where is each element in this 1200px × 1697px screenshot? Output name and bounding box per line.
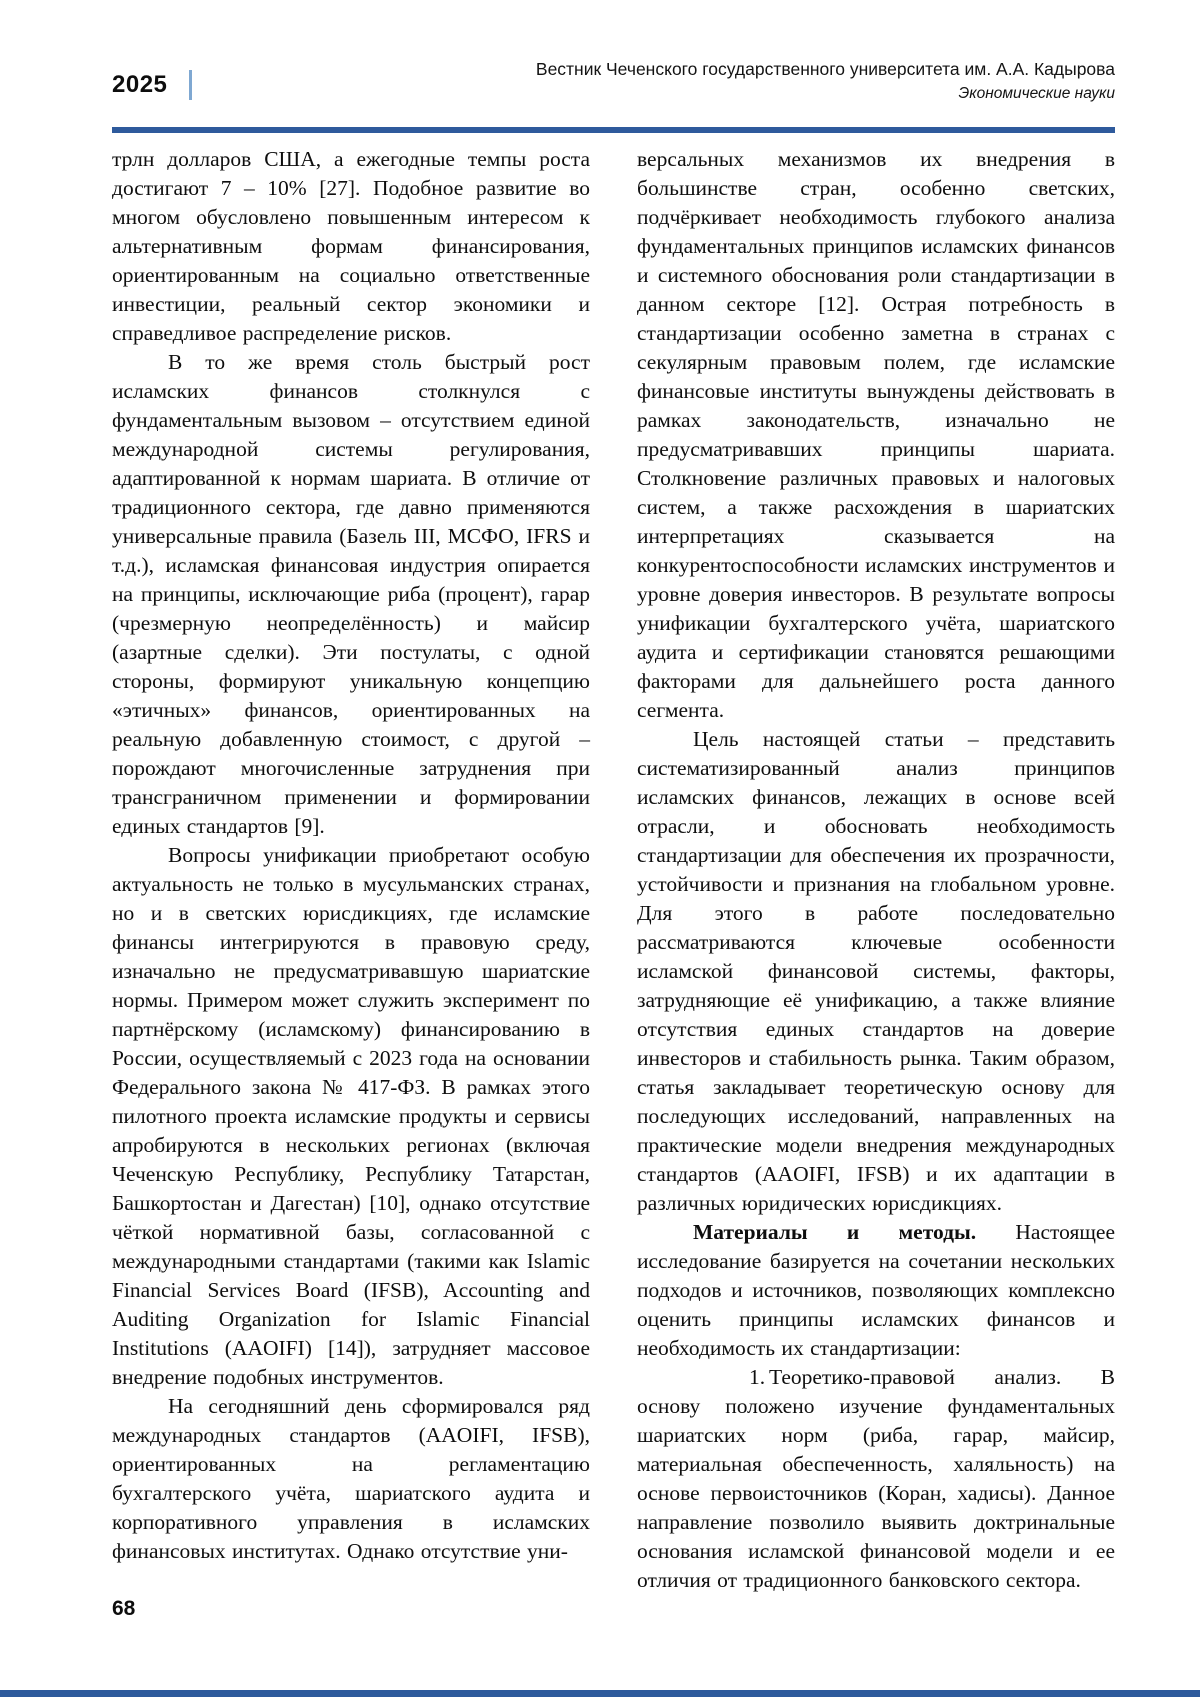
- paragraph: В то же время столь быстрый рост исламских финансов столкнулся с фундаментальным вызовом – отсутствием единой международной системы регулирования, адаптированной к нормам шариата. В отличие от традиционного сектора, где давно применяются универсальные правила (Базель III, МСФО, IFRS и т.д.), исламская финансовая индустрия опирается на принципы, исключающие риба (процент), гарар (чрезмерную неопределённость) и майсир (азартные сделки). Эти постулаты, с одной стороны, формируют уникальную концепцию «этичных» финансов, ориентированных на реальную добавленную стоимост, с другой – порождают многочисленные затруднения при трансграничном применении и формировании единых стандартов [9].: [112, 350, 590, 838]
- paragraph: версальных механизмов их внедрения в большинстве стран, особенно светских, подчёркивает необходимость глубокого анализа фундаментальных принципов исламских финансов и системного обоснования роли стандартизации в данном секторе [12]. Острая потребность в стандартизации особенно заметна в странах с секулярным правовым полем, где исламские финансовые институты вынуждены действовать в рамках законодательств, изначально не предусматривавших принципы шариата. Столкновение различных правовых и налоговых систем, а также расхождения в шариатских интерпретациях сказывается на конкурентоспособности исламских инструментов и уровне доверия инвесторов. В результате вопросы унификации бухгалтерского учёта, шариатского аудита и сертификации становятся решающими факторами для дальнейшего роста данного сегмента.: [637, 147, 1115, 722]
- paragraph-materials-methods: [637, 1218, 1115, 1363]
- paragraph: трлн долларов США, а ежегодные темпы роста достигают 7 – 10% [27]. Подобное развитие во многом обусловлено повышенным интересом к альтернативным формам финансирования, ориентированным на социально ответственные инвестиции, реальный сектор экономики и справедливое распределение рисков.: [112, 147, 590, 345]
- page-header: [112, 58, 1115, 105]
- left-column: [112, 145, 590, 1595]
- journal-section: Экономические науки: [958, 84, 1115, 102]
- header-rule: [112, 127, 1115, 133]
- list-number: 1.: [749, 1365, 766, 1389]
- journal-title: Вестник Чеченского государственного университета им. А.А. Кадырова: [535, 59, 1115, 79]
- year-divider-tick: [189, 70, 192, 100]
- journal-block: [536, 58, 1115, 105]
- paragraph-text: Теоретико-правовой анализ. В основу положено изучение фундаментальных шариатских норм (риба, гарар, майсир, материальная обеспеченность, халяльность) на основе первоисточников (Коран, хадисы). Данное направление позволило выявить доктринальные основания исламской финансовой модели и ее отличия от традиционного банковского сектора.: [637, 1365, 1115, 1592]
- paragraph: На сегодняшний день сформировался ряд международных стандартов (AAOIFI, IFSB), ориентированных на регламентацию бухгалтерского учёта, шариатского аудита и корпоративного управления в исламских финансовых институтах. Однако отсутствие уни-: [112, 1394, 590, 1563]
- section-lead-bold: Материалы и методы.: [693, 1220, 977, 1244]
- year-block: [112, 70, 192, 100]
- year-label: 2025: [112, 71, 168, 98]
- article-body: [112, 145, 1115, 1595]
- paragraph: Цель настоящей статьи – представить систематизированный анализ принципов исламских финансов, лежащих в основе всей отрасли, и обосновать необходимость стандартизации для обеспечения их прозрачности, устойчивости и признания на глобальном уровне. Для этого в работе последовательно рассматриваются ключевые особенности исламской финансовой системы, факторы, затрудняющие её унификацию, а также влияние отсутствия единых стандартов на доверие инвесторов и стабильность рынка. Таким образом, статья закладывает теоретическую основу для последующих исследований, направленных на практические модели внедрения международных стандартов (AAOIFI, IFSB) и их адаптации в различных юридических юрисдикциях.: [637, 727, 1115, 1215]
- paragraph-text: Настоящее исследование базируется на сочетании нескольких подходов и источников, позволяющих комплексно оценить принципы исламских финансов и необходимость их стандартизации:: [637, 1220, 1115, 1360]
- footer-rule: [0, 1690, 1200, 1697]
- paragraph: Вопросы унификации приобретают особую актуальность не только в мусульманских странах, но и в светских юрисдикциях, где исламские финансы интегрируются в правовую среду, изначально не предусматривавшую шариатские нормы. Примером может служить эксперимент по партнёрскому (исламскому) финансированию в России, осуществляемый с 2023 года на основании Федерального закона № 417-ФЗ. В рамках этого пилотного проекта исламские продукты и сервисы апробируются в нескольких регионах (включая Чеченскую Республику, Республику Татарстан, Башкортостан и Дагестан) [10], однако отсутствие чёткой нормативной базы, согласованной с международными стандартами (такими как Islamic Financial Services Board (IFSB), Accounting and Auditing Organization for Islamic Financial Institutions (AAOIFI) [14]), затрудняет массовое внедрение подобных инструментов.: [112, 843, 590, 1389]
- right-column: [637, 145, 1115, 1595]
- page-number: 68: [112, 1597, 136, 1620]
- paragraph-numbered-item: [637, 1363, 1115, 1595]
